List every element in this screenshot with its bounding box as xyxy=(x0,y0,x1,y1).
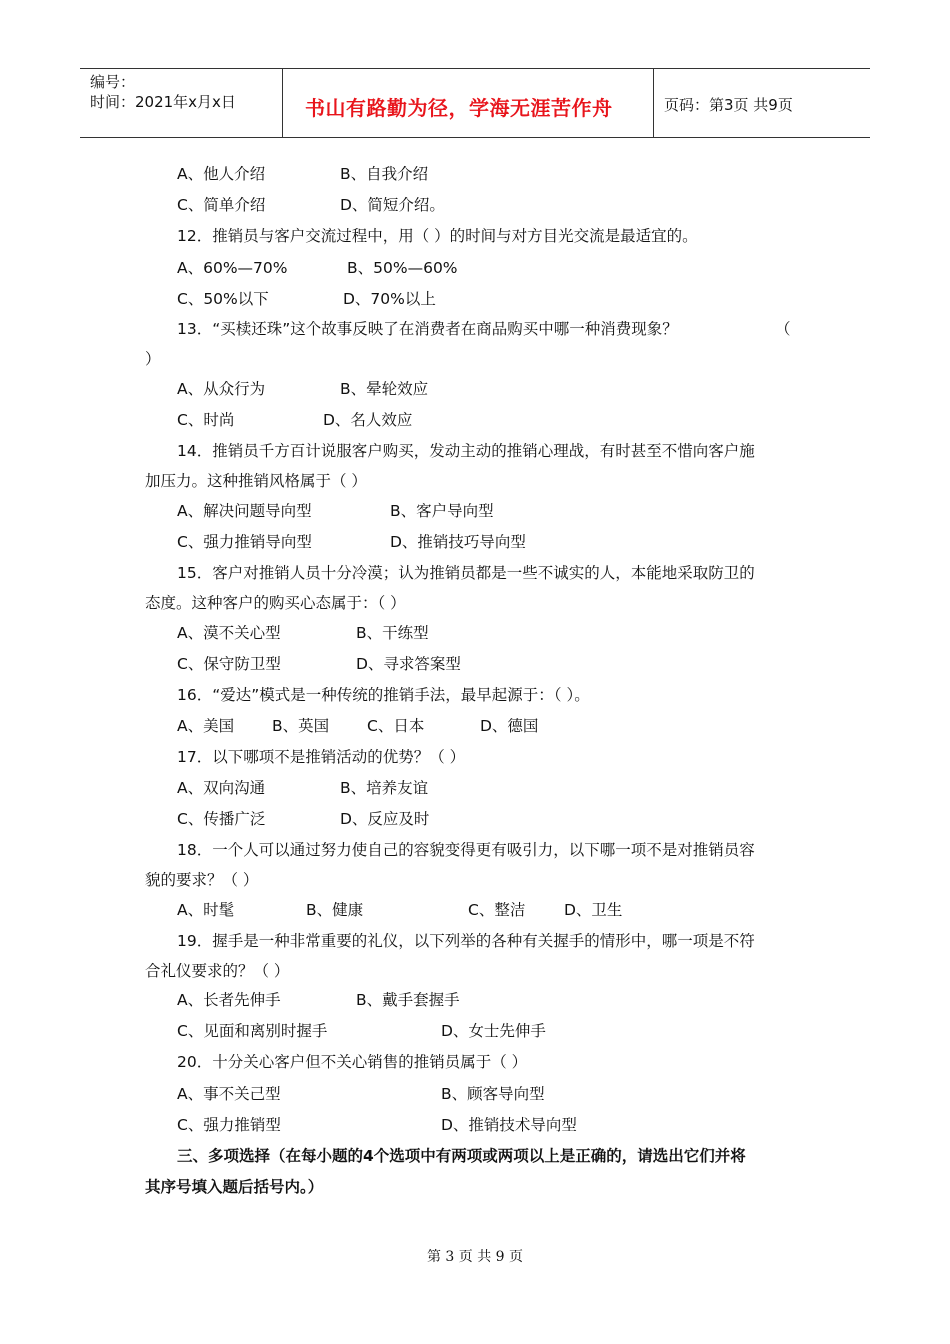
q17-option-a: A、双向沟通 xyxy=(177,779,266,797)
q11-option-d: D、简短介绍。 xyxy=(340,196,445,214)
q12-option-d: D、70%以上 xyxy=(343,290,436,308)
q16-question: 16．“爱达”模式是一种传统的推销手法，最早起源于：（ ）。 xyxy=(177,686,590,704)
page-number-label: 页码：第3页 共9页 xyxy=(664,96,793,114)
q14-option-a: A、解决问题导向型 xyxy=(177,502,312,520)
q14-option-d: D、推销技巧导向型 xyxy=(390,533,526,551)
page-header xyxy=(80,68,870,138)
q19-option-b: B、戴手套握手 xyxy=(356,991,460,1009)
q15-question-line1: 15．客户对推销人员十分冷漠；认为推销员都是一些不诚实的人，本能地采取防卫的 xyxy=(177,564,755,582)
q18-option-b: B、健康 xyxy=(306,901,364,919)
q20-option-a: A、事不关己型 xyxy=(177,1085,281,1103)
q19-question-line1: 19．握手是一种非常重要的礼仪，以下列举的各种有关握手的情形中，哪一项是不符 xyxy=(177,932,755,950)
q11-option-a: A、他人介绍 xyxy=(177,165,266,183)
q11-option-c: C、简单介绍 xyxy=(177,196,266,214)
number-label: 编号： xyxy=(90,73,136,91)
q13-paren-open: （ xyxy=(775,320,791,338)
q15-option-b: B、干练型 xyxy=(356,624,429,642)
q15-option-c: C、保守防卫型 xyxy=(177,655,281,673)
q12-option-c: C、50%以下 xyxy=(177,290,269,308)
header-info-cell xyxy=(80,69,283,137)
q20-option-c: C、强力推销型 xyxy=(177,1116,281,1134)
section3-heading-line2: 其序号填入题后括号内。） xyxy=(145,1178,324,1196)
q18-option-d: D、卫生 xyxy=(564,901,623,919)
q16-option-d: D、德国 xyxy=(480,717,539,735)
q12-option-b: B、50%—60% xyxy=(347,259,458,277)
q19-option-a: A、长者先伸手 xyxy=(177,991,281,1009)
q13-option-c: C、时尚 xyxy=(177,411,235,429)
q18-question-line1: 18．一个人可以通过努力使自己的容貌变得更有吸引力，以下哪一项不是对推销员容 xyxy=(177,841,755,859)
q13-option-a: A、从众行为 xyxy=(177,380,266,398)
q17-option-c: C、传播广泛 xyxy=(177,810,266,828)
q13-option-d: D、名人效应 xyxy=(323,411,413,429)
header-motto-cell xyxy=(283,69,654,137)
q13-question: 13．“买椟还珠”这个故事反映了在消费者在商品购买中哪一种消费现象？ xyxy=(177,320,678,338)
q14-question-line2: 加压力。这种推销风格属于（ ） xyxy=(145,472,367,490)
q20-question: 20．十分关心客户但不关心销售的推销员属于（ ） xyxy=(177,1053,528,1071)
q18-option-c: C、整洁 xyxy=(468,901,526,919)
q20-option-b: B、顾客导向型 xyxy=(441,1085,545,1103)
q14-option-b: B、客户导向型 xyxy=(390,502,494,520)
q17-option-b: B、培养友谊 xyxy=(340,779,429,797)
q11-option-b: B、自我介绍 xyxy=(340,165,429,183)
q16-option-c: C、日本 xyxy=(367,717,425,735)
q12-question: 12．推销员与客户交流过程中，用（ ）的时间与对方目光交流是最适宜的。 xyxy=(177,227,698,245)
q20-option-d: D、推销技术导向型 xyxy=(441,1116,577,1134)
q18-option-a: A、时髦 xyxy=(177,901,235,919)
date-label: 时间：2021年x月x日 xyxy=(90,93,236,111)
q15-option-a: A、漠不关心型 xyxy=(177,624,281,642)
page-footer: 第 3 页 共 9 页 xyxy=(426,1249,524,1265)
q13-paren-close: ） xyxy=(145,350,161,368)
q19-option-c: C、见面和离别时握手 xyxy=(177,1022,328,1040)
q19-question-line2: 合礼仪要求的？（ ） xyxy=(145,962,290,980)
q15-question-line2: 态度。这种客户的购买心态属于：（ ） xyxy=(145,594,406,612)
q13-option-b: B、晕轮效应 xyxy=(340,380,429,398)
q15-option-d: D、寻求答案型 xyxy=(356,655,461,673)
header-page-cell xyxy=(654,69,870,137)
q17-question: 17．以下哪项不是推销活动的优势？（ ） xyxy=(177,748,466,766)
q16-option-b: B、英国 xyxy=(272,717,330,735)
q12-option-a: A、60%—70% xyxy=(177,259,288,277)
section3-heading-line1: 三、多项选择（在每小题的4个选项中有两项或两项以上是正确的，请选出它们并将 xyxy=(177,1147,746,1165)
q16-option-a: A、美国 xyxy=(177,717,235,735)
q14-option-c: C、强力推销导向型 xyxy=(177,533,312,551)
q14-question-line1: 14．推销员千方百计说服客户购买，发动主动的推销心理战，有时甚至不惜向客户施 xyxy=(177,442,755,460)
q19-option-d: D、女士先伸手 xyxy=(441,1022,546,1040)
q17-option-d: D、反应及时 xyxy=(340,810,430,828)
q18-question-line2: 貌的要求？（ ） xyxy=(145,871,259,889)
motto-text: 书山有路勤为径，学海无涯苦作舟 xyxy=(305,96,613,120)
